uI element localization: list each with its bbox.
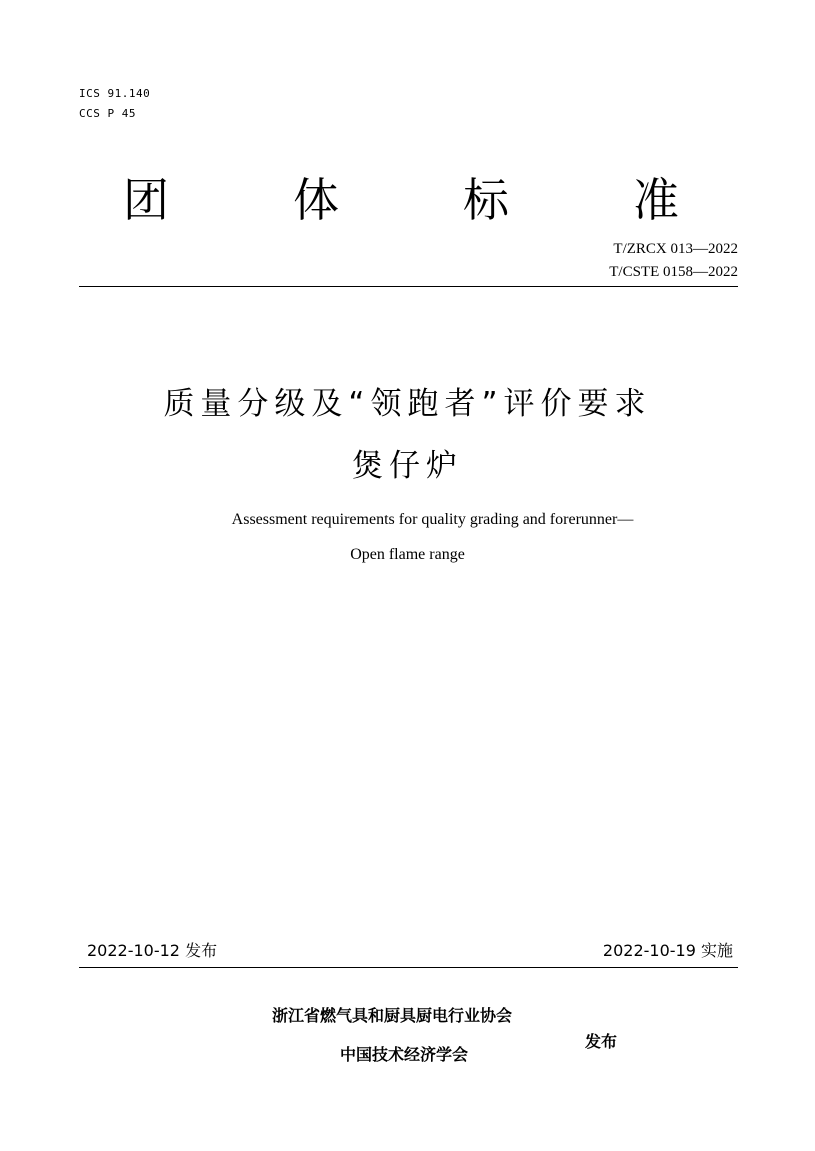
issue-date: 2022-10-12 发布 [87,941,218,960]
english-subtitle: Open flame range [350,546,465,563]
standard-type-heading [96,168,706,232]
publish-label: 发布 [585,1032,618,1051]
chinese-title: 质量分级及“领跑者”评价要求 [163,386,652,422]
standard-number-cste: T/CSTE 0158—2022 [609,264,738,280]
header-divider [79,286,738,287]
publisher-org-2: 中国技术经济学会 [340,1045,469,1064]
heading-char-1: 团 [123,173,169,227]
implementation-date: 2022-10-19 实施 [602,941,733,960]
standard-number-zrcx: T/ZRCX 013—2022 [613,241,738,257]
ccs-code: CCS P 45 [79,107,136,120]
ics-code: ICS 91.140 [79,87,151,100]
heading-char-4: 准 [633,173,679,227]
classification-codes [79,84,150,124]
chinese-subtitle: 煲仔炉 [352,448,463,484]
heading-char-3: 标 [463,173,509,227]
english-title: Assessment requirements for quality grading and forerunner— [231,511,634,528]
standard-numbers [609,238,738,284]
footer-divider [79,967,738,968]
heading-char-2: 体 [293,173,339,227]
publisher-org-1: 浙江省燃气具和厨具厨电行业协会 [272,1006,513,1025]
